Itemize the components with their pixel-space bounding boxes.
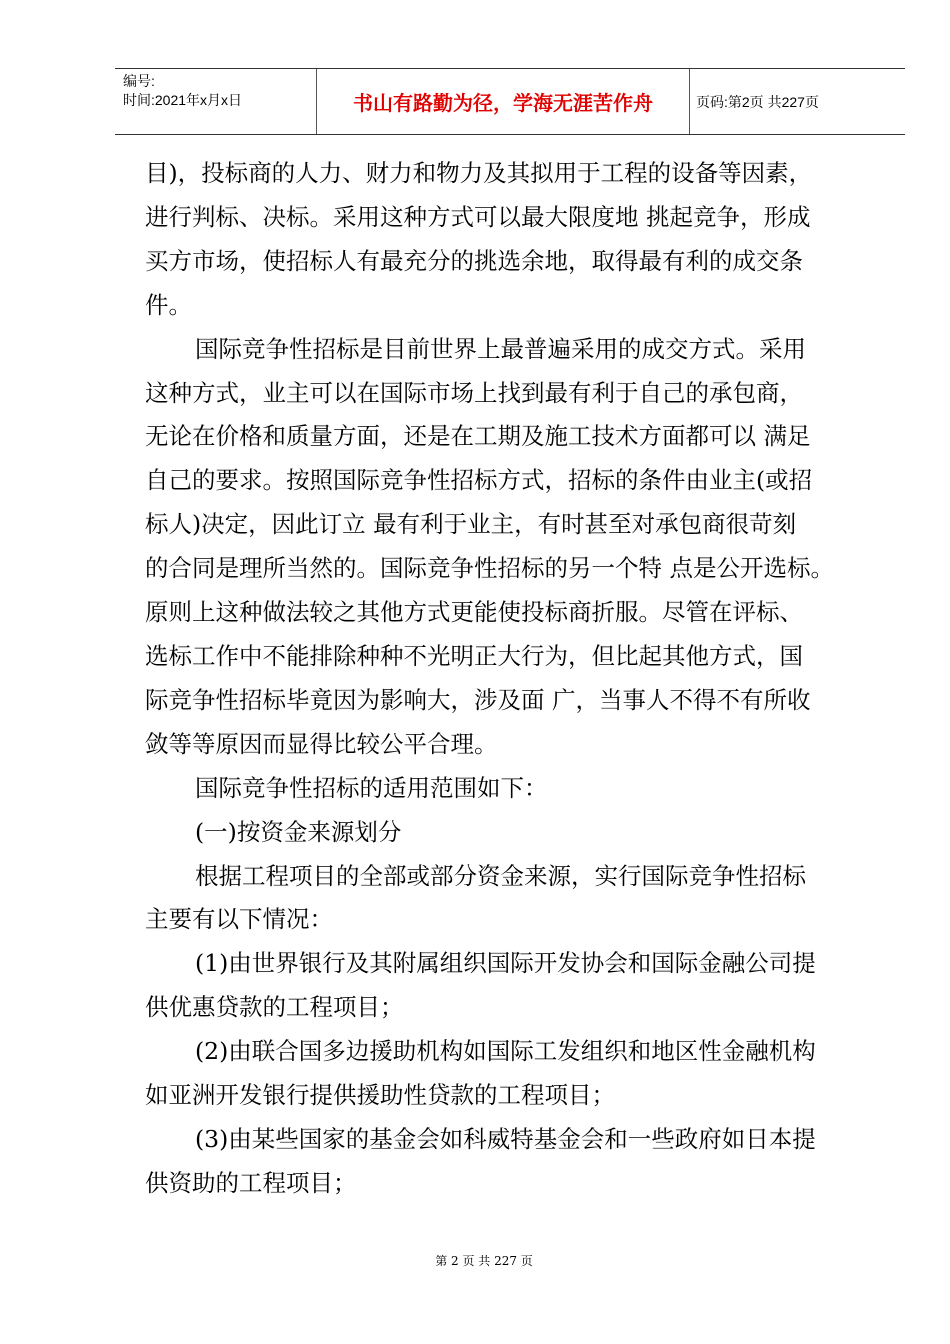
header-motto-cell	[317, 69, 690, 134]
text-line: 进行判标、决标。采用这种方式可以最大限度地 挑起竞争，形成	[145, 202, 811, 231]
text-line: 买方市场，使招标人有最充分的挑选余地，取得最有利的成交条	[145, 246, 803, 275]
text-line: 这种方式，业主可以在国际市场上找到最有利于自己的承包商，	[145, 378, 803, 407]
text-line: 目)，投标商的人力、财力和物力及其拟用于工程的设备等因素，	[145, 159, 813, 187]
motto-text: 书山有路勤为径，学海无涯苦作舟	[353, 91, 653, 115]
page-info: 页码:第2页 共227页	[696, 93, 819, 110]
page-footer: 第 2 页 共 227 页	[435, 1254, 533, 1268]
text-line: 自己的要求。按照国际竞争性招标方式，招标的条件由业主(或招	[145, 466, 813, 495]
text-line: 原则上这种做法较之其他方式更能使投标商折服。尽管在评标、	[145, 598, 803, 627]
text-line: (2)由联合国多边援助机构如国际工发组织和地区性金融机构	[195, 1037, 816, 1066]
text-line: 际竞争性招标毕竟因为影响大，涉及面 广，当事人不得不有所收	[145, 685, 811, 714]
document-body	[145, 152, 880, 1206]
text-line: 供资助的工程项目；	[145, 1168, 357, 1197]
number-label: 编号:	[123, 73, 155, 89]
text-line: 标人)决定，因此订立 最有利于业主，有时甚至对承包商很苛刻	[145, 510, 797, 539]
text-line: (一)按资金来源划分	[195, 817, 402, 846]
header-meta	[115, 69, 317, 134]
text-line: (3)由某些国家的基金会如科威特基金会和一些政府如日本提	[195, 1124, 816, 1153]
text-line: 选标工作中不能排除种种不光明正大行为，但比起其他方式，国	[145, 641, 803, 670]
text-line: 敛等等原因而显得比较公平合理。	[145, 729, 498, 758]
page-header	[115, 68, 905, 135]
text-line: 的合同是理所当然的。国际竞争性招标的另一个特 点是公开选标。	[145, 554, 834, 583]
header-page-info-cell	[690, 69, 905, 134]
time-label: 时间:2021年x月x日	[123, 92, 243, 108]
text-line: 供优惠贷款的工程项目；	[145, 993, 404, 1022]
text-line: 如亚洲开发银行提供援助性贷款的工程项目；	[145, 1081, 615, 1110]
text-line: 国际竞争性招标是目前世界上最普遍采用的成交方式。采用	[195, 334, 806, 363]
text-line: 件。	[145, 290, 192, 319]
text-line: 国际竞争性招标的适用范围如下：	[195, 773, 548, 802]
text-line: 无论在价格和质量方面，还是在工期及施工技术方面都可以 满足	[145, 422, 811, 451]
text-line: (1)由世界银行及其附属组织国际开发协会和国际金融公司提	[195, 949, 816, 978]
text-line: 主要有以下情况：	[145, 905, 333, 934]
text-line: 根据工程项目的全部或部分资金来源，实行国际竞争性招标	[195, 861, 806, 890]
